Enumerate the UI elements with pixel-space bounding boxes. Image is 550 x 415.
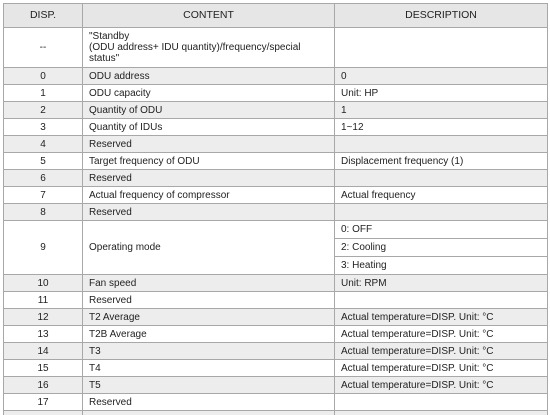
cell-disp: [4, 411, 83, 415]
cell-disp: 13: [4, 326, 83, 343]
cell-disp: 2: [4, 102, 83, 119]
cell-content: Operating mode: [83, 221, 335, 275]
cell-content: Reserved: [83, 170, 335, 187]
table-row: [4, 377, 548, 394]
cell-disp: 7: [4, 187, 83, 204]
cell-description: 0: [335, 68, 548, 85]
cell-content: [83, 411, 335, 415]
table-row: [4, 153, 548, 170]
table-row: [4, 85, 548, 102]
table-row: [4, 119, 548, 136]
cell-content: T3: [83, 343, 335, 360]
cell-content: Quantity of ODU: [83, 102, 335, 119]
header-disp: DISP.: [4, 4, 83, 28]
cell-description: [335, 136, 548, 153]
cell-disp: 4: [4, 136, 83, 153]
cell-description: [335, 28, 548, 68]
cell-description: Actual temperature=DISP. Unit: °C: [335, 343, 548, 360]
cell-disp: 12: [4, 309, 83, 326]
cell-disp: 5: [4, 153, 83, 170]
cell-description: 1~12: [335, 119, 548, 136]
cell-description: Actual temperature=DISP. Unit: °C: [335, 377, 548, 394]
cell-description: Actual temperature=DISP. Unit: °C: [335, 326, 548, 343]
cell-disp: 8: [4, 204, 83, 221]
cell-content: T4: [83, 360, 335, 377]
cell-disp: 11: [4, 292, 83, 309]
cell-description: Actual temperature=DISP. Unit: °C: [335, 309, 548, 326]
table-row: [4, 204, 548, 221]
cell-content: Reserved: [83, 136, 335, 153]
table-row: [4, 394, 548, 411]
table-row-standby: [4, 28, 548, 68]
table-header-row: [4, 4, 548, 28]
cell-disp: 16: [4, 377, 83, 394]
cell-mode-option: 3: Heating: [335, 257, 548, 275]
table-row: [4, 187, 548, 204]
cell-content: Quantity of IDUs: [83, 119, 335, 136]
cell-description: [335, 411, 548, 415]
cell-content: "Standby (ODU address+ IDU quantity)/frequency/special status": [83, 28, 335, 68]
cell-content: Reserved: [83, 204, 335, 221]
header-description: DESCRIPTION: [335, 4, 548, 28]
cell-description: Unit: RPM: [335, 275, 548, 292]
cell-description: Unit: HP: [335, 85, 548, 102]
cell-content: T2 Average: [83, 309, 335, 326]
table-row: [4, 326, 548, 343]
display-code-table: [3, 3, 548, 415]
header-content: CONTENT: [83, 4, 335, 28]
cell-disp: 6: [4, 170, 83, 187]
cell-disp: 1: [4, 85, 83, 102]
cell-disp: 0: [4, 68, 83, 85]
cell-content: Fan speed: [83, 275, 335, 292]
cell-disp: 10: [4, 275, 83, 292]
cell-description: 1: [335, 102, 548, 119]
cell-mode-option: 2: Cooling: [335, 239, 548, 257]
cell-content: ODU capacity: [83, 85, 335, 102]
table-row: [4, 102, 548, 119]
cell-disp: 15: [4, 360, 83, 377]
cell-content: ODU address: [83, 68, 335, 85]
cell-description: [335, 292, 548, 309]
cell-disp: 14: [4, 343, 83, 360]
table-row: [4, 343, 548, 360]
table-row: [4, 309, 548, 326]
cell-description: Displacement frequency (1): [335, 153, 548, 170]
table-row-operating-mode: [4, 221, 548, 239]
cell-disp: 9: [4, 221, 83, 275]
table-row-partial: [4, 411, 548, 415]
cell-content: Reserved: [83, 292, 335, 309]
cell-description: Actual temperature=DISP. Unit: °C: [335, 360, 548, 377]
cell-description: [335, 394, 548, 411]
table-row: [4, 360, 548, 377]
cell-content: Target frequency of ODU: [83, 153, 335, 170]
cell-content: Reserved: [83, 394, 335, 411]
cell-disp: 3: [4, 119, 83, 136]
table-row: [4, 68, 548, 85]
cell-content: Actual frequency of compressor: [83, 187, 335, 204]
cell-description: [335, 170, 548, 187]
cell-description: [335, 204, 548, 221]
cell-disp: --: [4, 28, 83, 68]
table-row: [4, 292, 548, 309]
table-row: [4, 136, 548, 153]
cell-content: T2B Average: [83, 326, 335, 343]
cell-mode-option: 0: OFF: [335, 221, 548, 239]
table-row: [4, 170, 548, 187]
cell-disp: 17: [4, 394, 83, 411]
table-row: [4, 275, 548, 292]
cell-description: Actual frequency: [335, 187, 548, 204]
cell-content: T5: [83, 377, 335, 394]
